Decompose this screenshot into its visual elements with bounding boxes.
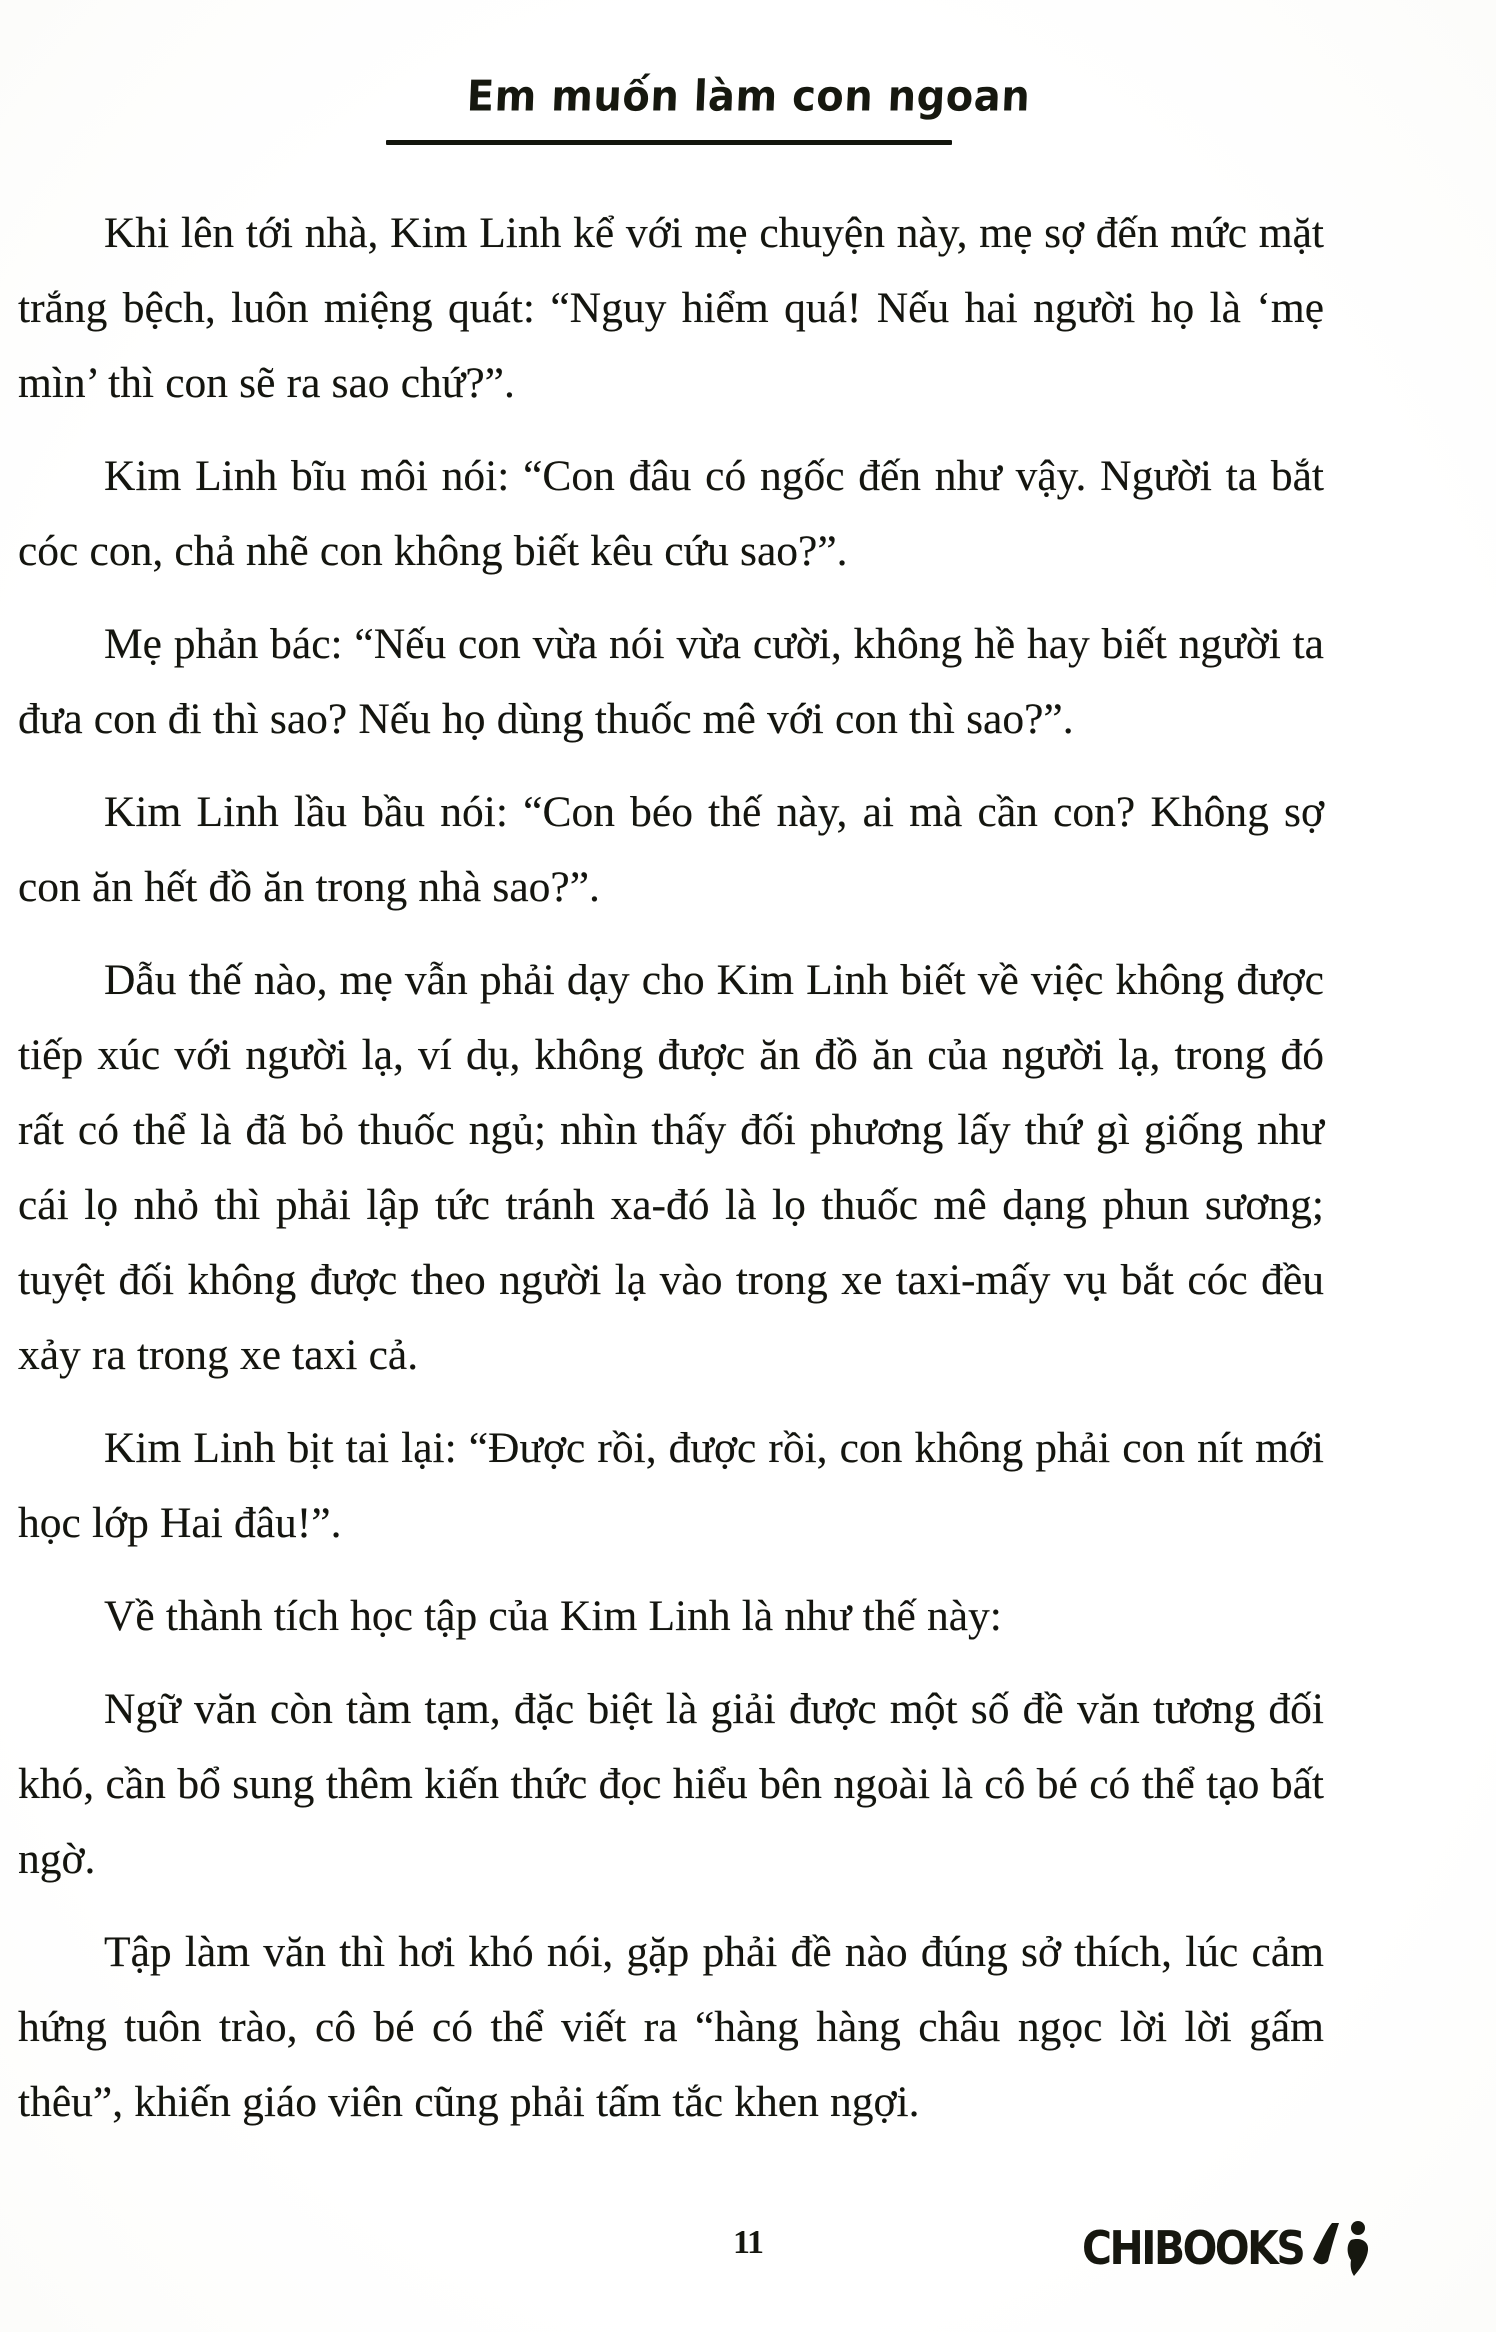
reading-figure-icon [1311,2219,1375,2279]
header-rule-divider [386,140,952,145]
paragraph: Dẫu thế nào, mẹ vẫn phải dạy cho Kim Linh biết về việc không được tiếp xúc với người lạ, ví dụ, không được ăn đồ ăn của người lạ, trong đó rất có thể là đã bỏ thuốc ngủ; nhìn thấy đối phương lấy thứ gì giống như cái lọ nhỏ thì phải lập tức tránh xa-đó là lọ thuốc mê dạng phun sương; tuyệt đối không được theo người lạ vào trong xe taxi-mấy vụ bắt cóc đều xảy ra trong xe taxi cả. [18,956,1324,1379]
page-number: 11 [732,2224,764,2261]
paragraph: Kim Linh bĩu môi nói: “Con đâu có ngốc đến như vậy. Người ta bắt cóc con, chả nhẽ con không biết kêu cứu sao?”. [18,452,1324,575]
paragraph: Khi lên tới nhà, Kim Linh kể với mẹ chuyện này, mẹ sợ đến mức mặt trắng bệch, luôn miệng quát: “Nguy hiểm quá! Nếu hai người họ là ‘mẹ mìn’ thì con sẽ ra sao chứ?”. [18,209,1324,407]
running-header-title: Em muốn làm con ngoan [466,72,1032,122]
publisher-wordmark: CHIBOOKS [1082,2221,1304,2276]
paragraph: Ngữ văn còn tàm tạm, đặc biệt là giải được một số đề văn tương đối khó, cần bổ sung thêm kiến thức đọc hiểu bên ngoài là cô bé có thể tạo bất ngờ. [18,1685,1324,1883]
body-text-column [18,196,1324,2140]
paragraph: Tập làm văn thì hơi khó nói, gặp phải đề nào đúng sở thích, lúc cảm hứng tuôn trào, cô bé có thể viết ra “hàng hàng châu ngọc lời lời gấm thêu”, khiến giáo viên cũng phải tấm tắc khen ngợi. [18,1928,1324,2126]
paragraph: Kim Linh bịt tai lại: “Được rồi, được rồi, con không phải con nít mới học lớp Hai đâu!”. [18,1424,1324,1547]
paragraph: Kim Linh lầu bầu nói: “Con béo thế này, ai mà cần con? Không sợ con ăn hết đồ ăn trong nhà sao?”. [18,788,1324,911]
page-footer [0,2218,1496,2318]
publisher-logo [1082,2218,1375,2280]
running-header [0,72,1496,122]
paragraph: Mẹ phản bác: “Nếu con vừa nói vừa cười, không hề hay biết người ta đưa con đi thì sao? Nếu họ dùng thuốc mê với con thì sao?”. [18,620,1324,743]
paragraph: Về thành tích học tập của Kim Linh là như thế này: [104,1592,1002,1640]
